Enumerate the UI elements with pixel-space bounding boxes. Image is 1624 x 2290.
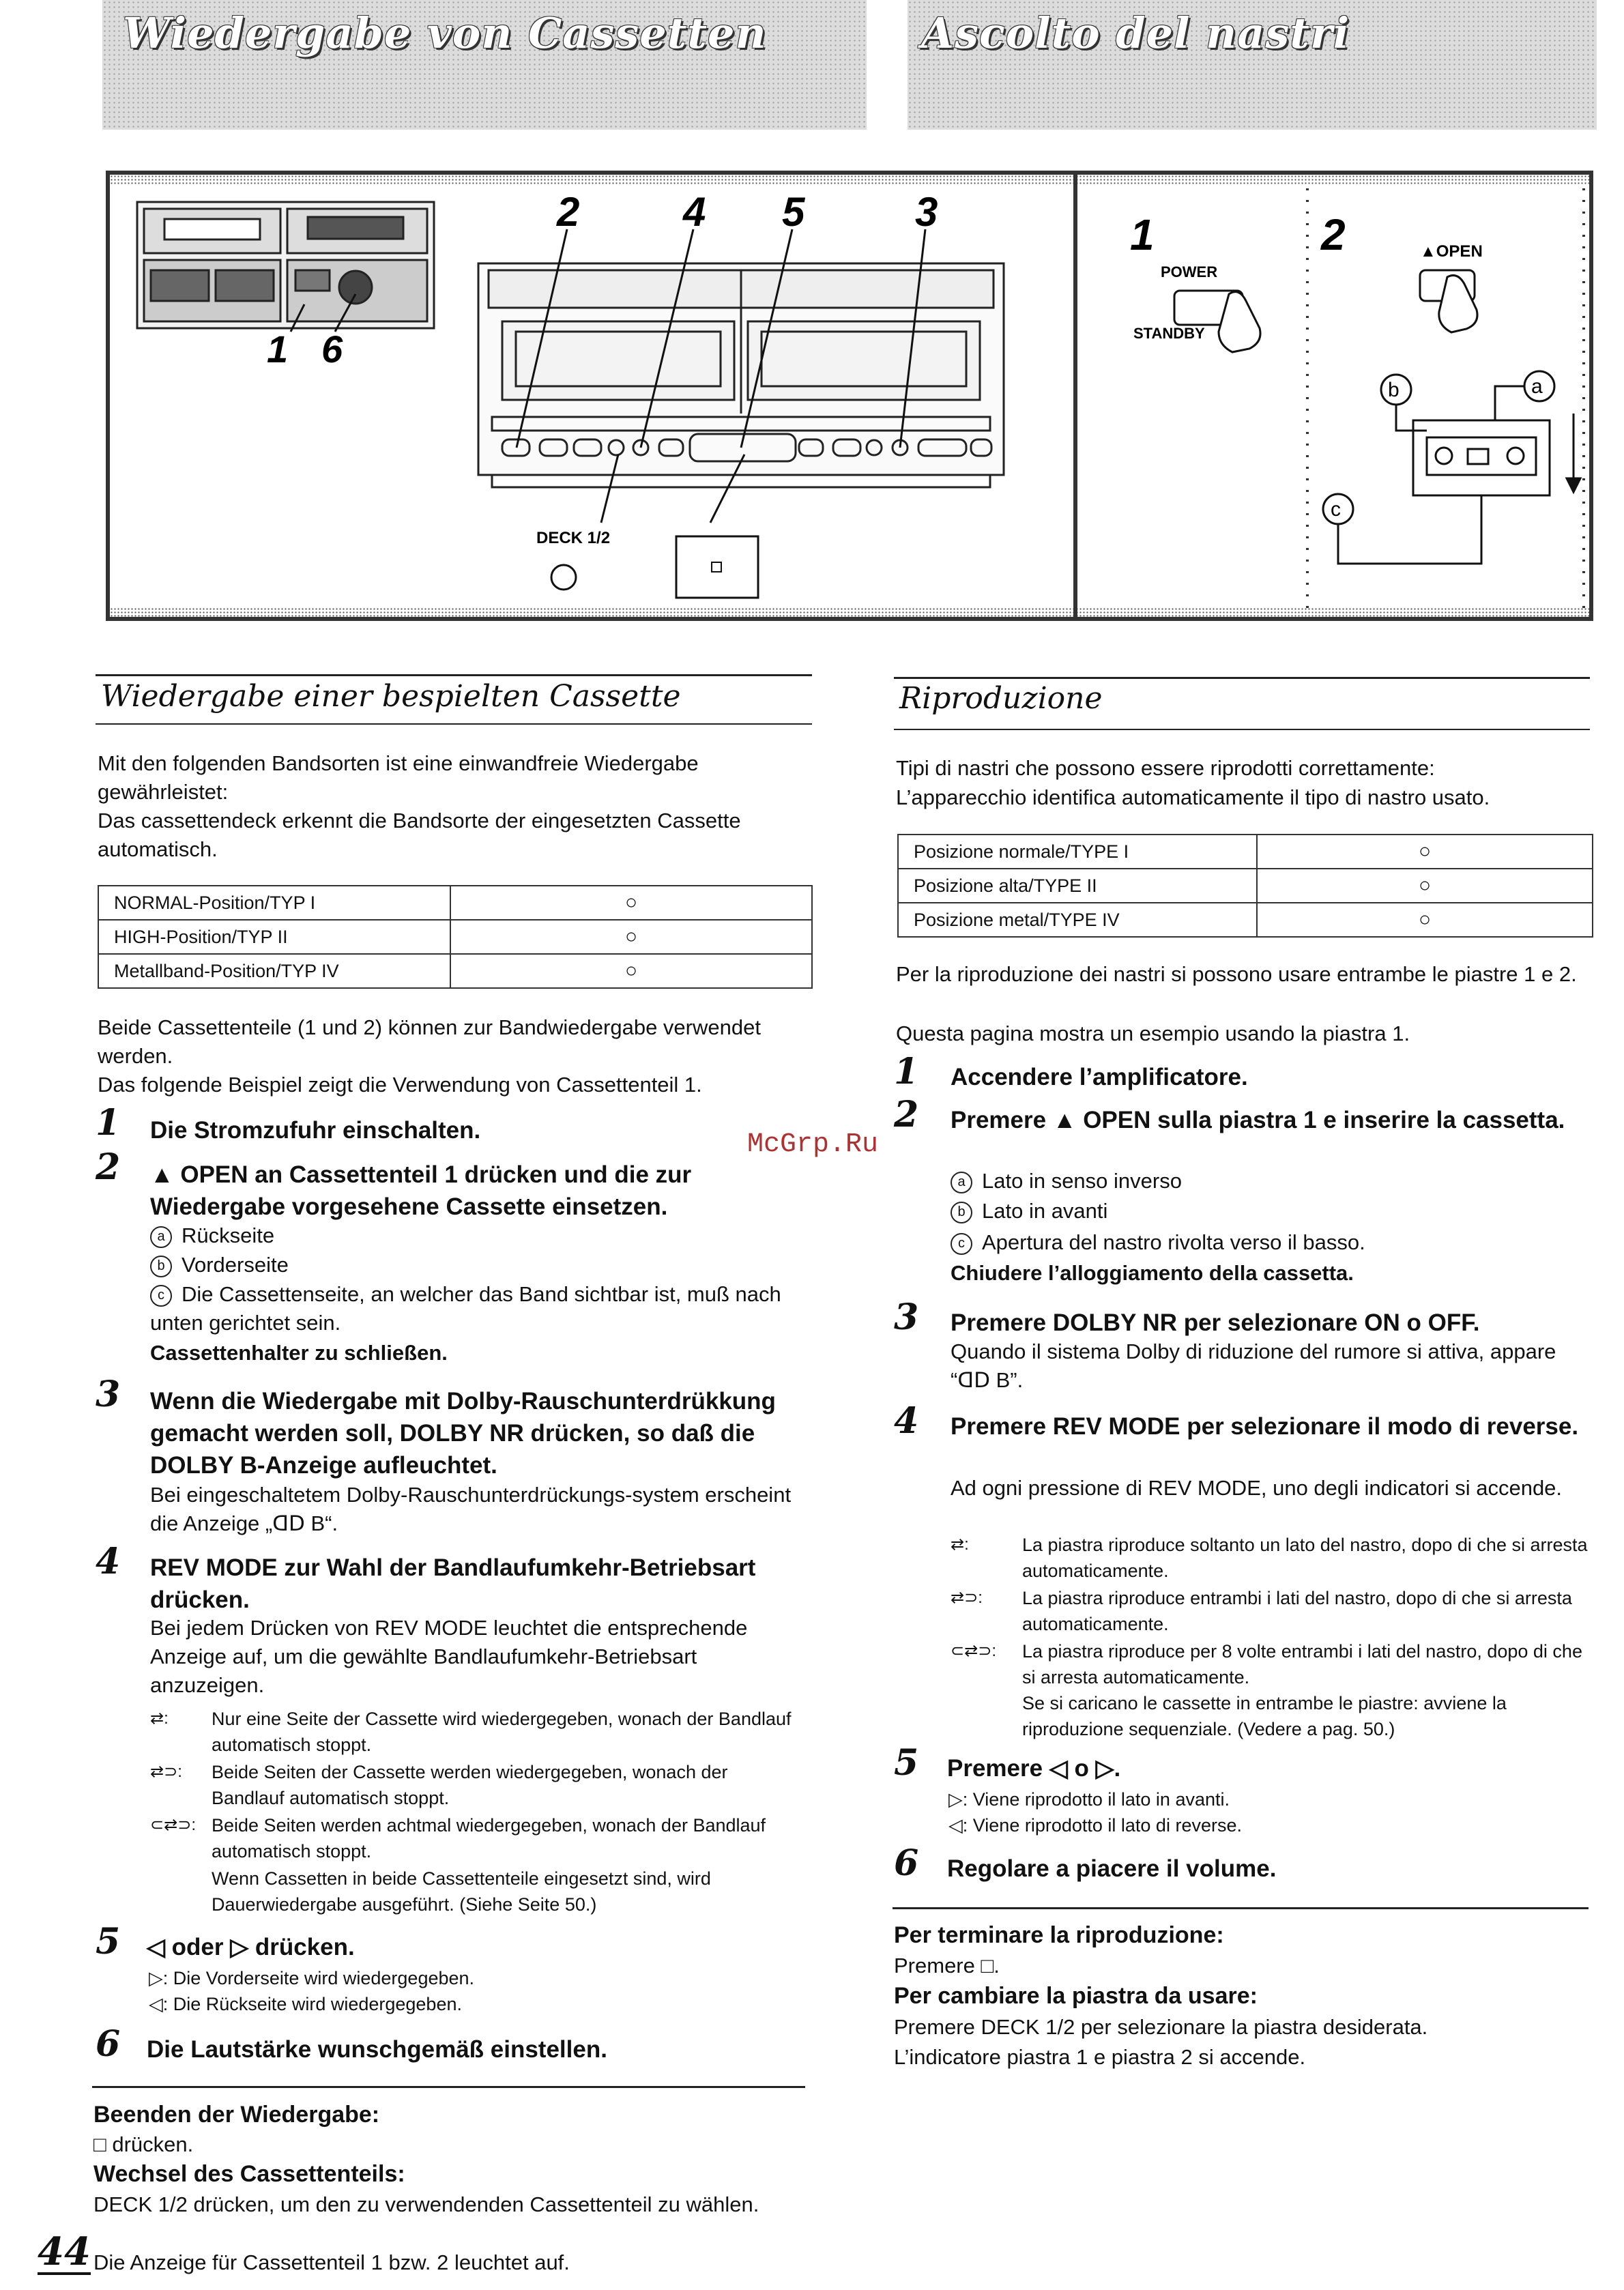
callout-2: 2	[557, 189, 580, 235]
callout-4: 4	[683, 189, 706, 235]
right-step-4-title: Premere REV MODE per selezionare il modo di reverse.	[951, 1413, 1579, 1440]
cassette-deck-illustration	[478, 263, 1004, 487]
callout-3: 3	[915, 189, 938, 235]
left-rev-note: Wenn Cassetten in beide Cassettenteile eingesetzt sind, wird Dauerwiedergabe ausgeführt. (Siehe Seite 50.)	[212, 1868, 711, 1915]
left-section-title: Wiedergabe einer bespielten Cassette	[101, 679, 681, 714]
left-step-2-close: Cassettenhalter zu schließen.	[150, 1341, 448, 1365]
right-step-5-title: Premere ◁ o ▷.	[947, 1755, 1121, 1782]
left-intro-2: Das cassettendeck erkennt die Bandsorte der eingesetzten Cassette automatisch.	[98, 809, 741, 861]
left-para-2: Das folgende Beispiel zeigt die Verwendung von Cassettenteil 1.	[98, 1073, 702, 1097]
svg-text:c: c	[1331, 498, 1341, 521]
callout-5: 5	[782, 189, 805, 235]
operation-figure	[106, 171, 1593, 621]
left-step-3-body: Bei eingeschaltetem Dolby-Rauschunterdrückungs-system erscheint die Anzeige „ᗡᗞ B“.	[150, 1483, 792, 1535]
right-step-3-num: 3	[894, 1296, 919, 1338]
left-step-4-title: REV MODE zur Wahl der Bandlaufumkehr-Betriebsart drücken.	[150, 1554, 756, 1613]
left-switch-body-1: DECK 1/2 drücken, um den zu verwendenden Cassettenteil zu wählen.	[93, 2192, 759, 2216]
left-step-2-num: 2	[96, 1146, 121, 1188]
right-step-2-close: Chiudere l’alloggiamento della cassetta.	[951, 1261, 1354, 1285]
right-step-2-num: 2	[894, 1094, 919, 1135]
power-label: POWER	[1161, 263, 1218, 280]
table-row: Posizione metal/TYPE IV ○	[898, 903, 1593, 937]
panel-2-number: 2	[1321, 210, 1346, 259]
left-step-3-num: 3	[96, 1374, 121, 1415]
left-step-2-title: ▲ OPEN an Cassettenteil 1 drücken und die zur Wiedergabe vorgesehene Cassette einsetzen.	[150, 1161, 692, 1220]
header-banner-right	[908, 0, 1597, 130]
right-step-5-num: 5	[894, 1742, 919, 1784]
right-para-2: Questa pagina mostra un esempio usando la piastra 1.	[896, 1021, 1410, 1045]
table-row: Metallband-Position/TYP IV ○	[98, 954, 812, 988]
right-step-2-item-c: c Apertura del nastro rivolta verso il basso.	[951, 1228, 1365, 1257]
left-tape-table	[98, 885, 813, 989]
left-step-2-item-b: b Vorderseite	[150, 1251, 289, 1279]
table-row: HIGH-Position/TYP II ○	[98, 920, 812, 954]
standby-label: STANDBY	[1133, 325, 1205, 342]
right-intro-1: Tipi di nastri che possono essere riprodotti correttamente:	[896, 756, 1435, 780]
left-step-1-title: Die Stromzufuhr einschalten.	[150, 1117, 481, 1144]
deck-label: DECK 1/2	[536, 529, 611, 547]
right-end-body: Premere □.	[894, 1954, 1000, 1977]
left-end-title: Beenden der Wiedergabe:	[93, 2102, 380, 2128]
right-rev-note: Se si caricano le cassette in entrambe le piastre: avviene la riproduzione sequenziale. (Vedere a pag. 50.)	[1022, 1693, 1507, 1739]
right-step-2-item-a: a Lato in senso inverso	[951, 1167, 1182, 1195]
right-step-4-body: Ad ogni pressione di REV MODE, uno degli indicatori si accende.	[951, 1476, 1563, 1500]
svg-text:b: b	[1388, 379, 1400, 401]
left-intro-1: Mit den folgenden Bandsorten ist eine einwandfreie Wiedergabe gewährleistet:	[98, 751, 699, 804]
left-step-5-item-1: ▷: Die Vorderseite wird wiedergegeben.	[149, 1968, 475, 1988]
right-switch-title: Per cambiare la piastra da usare:	[894, 1983, 1258, 2009]
left-step-5-title: ◁ oder ▷ drücken.	[147, 1934, 355, 1960]
table-row: NORMAL-Position/TYP I ○	[98, 886, 812, 920]
left-step-2-item-a: a Rückseite	[150, 1221, 274, 1250]
right-step-1-num: 1	[894, 1051, 919, 1092]
deck-button-icon	[551, 565, 576, 590]
left-step-4-num: 4	[96, 1541, 121, 1582]
page-title-left: Wiedergabe von Cassetten	[123, 8, 767, 58]
page-title-right: Ascolto del nastri	[921, 8, 1350, 58]
stop-button-box	[676, 536, 758, 598]
right-step-3-body: Quando il sistema Dolby di riduzione del rumore si attiva, appare “ᗡᗞ B”.	[951, 1339, 1556, 1392]
right-step-2-title: Premere ▲ OPEN sulla piastra 1 e inserire la cassetta.	[951, 1107, 1565, 1133]
right-rev-mode-3: ⊂⇄⊃: La piastra riproduce per 8 volte entrambi i lati del nastro, dopo di che si arresta automaticamente.	[951, 1641, 1582, 1687]
right-switch-body-2: L’indicatore piastra 1 e piastra 2 si accende.	[894, 2045, 1306, 2069]
right-step-6-title: Regolare a piacere il volume.	[947, 1855, 1277, 1882]
left-switch-body-2: Die Anzeige für Cassettenteil 1 bzw. 2 leuchtet auf.	[93, 2250, 570, 2274]
left-step-5-num: 5	[96, 1921, 121, 1962]
right-step-5-item-2: ◁: Viene riprodotto il lato di reverse.	[948, 1815, 1242, 1836]
left-step-5-item-2: ◁: Die Rückseite wird wiedergegeben.	[149, 1994, 462, 2014]
left-step-3-title: Wenn die Wiedergabe mit Dolby-Rauschunterdrükkung gemacht werden soll, DOLBY NR drücken, so daß die DOLBY B-Anzeige aufleuchtet.	[150, 1388, 776, 1479]
table-row: Posizione normale/TYPE I ○	[898, 835, 1593, 869]
right-step-6-num: 6	[894, 1842, 919, 1884]
left-step-2-item-c: c Die Cassettenseite, an welcher das Band sichtbar ist, muß nach unten gerichtet sein.	[150, 1282, 781, 1335]
left-step-1-num: 1	[96, 1102, 121, 1144]
right-para-1: Per la riproduzione dei nastri si possono usare entrambe le piastre 1 e 2.	[896, 962, 1577, 986]
left-rev-mode-2: ⇄⊃: Beide Seiten der Cassette werden wiedergegeben, wonach der Bandlauf automatisch stoppt.	[150, 1762, 728, 1808]
left-end-body: □ drücken.	[93, 2132, 194, 2156]
right-switch-body-1: Premere DECK 1/2 per selezionare la piastra desiderata.	[894, 2015, 1428, 2039]
left-switch-title: Wechsel des Cassettenteils:	[93, 2161, 405, 2187]
left-step-6-title: Die Lautstärke wunschgemäß einstellen.	[147, 2036, 607, 2063]
table-row: Posizione alta/TYPE II ○	[898, 869, 1593, 903]
left-step-6-num: 6	[96, 2023, 121, 2065]
watermark: McGrp.Ru	[747, 1129, 879, 1160]
left-step-4-body: Bei jedem Drücken von REV MODE leuchtet die entsprechende Anzeige auf, um die gewählte Bandlaufumkehr-Betriebsart anzuzeigen.	[150, 1616, 748, 1697]
open-label: ▲OPEN	[1420, 242, 1483, 261]
right-step-1-title: Accendere l’amplificatore.	[951, 1064, 1248, 1090]
right-section-title: Riproduzione	[899, 681, 1103, 716]
header-banner-left	[102, 0, 867, 130]
right-tape-table	[897, 834, 1593, 938]
panel-1-number: 1	[1130, 210, 1155, 259]
system-thumbnail	[137, 202, 434, 328]
right-step-3-title: Premere DOLBY NR per selezionare ON o OFF.	[951, 1309, 1480, 1336]
callout-1-small: 1	[267, 328, 289, 371]
right-step-4-num: 4	[894, 1400, 919, 1442]
cassette-insert-icon	[1413, 414, 1580, 495]
right-rev-mode-2: ⇄⊃: La piastra riproduce entrambi i lati del nastro, dopo di che si arresta automaticamente.	[951, 1588, 1572, 1634]
left-para-1: Beide Cassettenteile (1 und 2) können zur Bandwiedergabe verwendet werden.	[98, 1015, 761, 1068]
right-step-5-item-1: ▷: Viene riprodotto il lato in avanti.	[948, 1789, 1230, 1810]
left-rev-mode-1: ⇄: Nur eine Seite der Cassette wird wiedergegeben, wonach der Bandlauf automatisch stoppt.	[150, 1709, 792, 1755]
right-rev-mode-1: ⇄: La piastra riproduce soltanto un lato del nastro, dopo di che si arresta automaticamente.	[951, 1535, 1588, 1581]
page-number: 44	[38, 2229, 91, 2274]
left-rev-mode-3: ⊂⇄⊃: Beide Seiten werden achtmal wiedergegeben, wonach der Bandlauf automatisch stoppt.	[150, 1815, 766, 1861]
right-step-2-item-b: b Lato in avanti	[951, 1197, 1107, 1226]
svg-text:a: a	[1531, 375, 1543, 398]
callout-6-small: 6	[321, 328, 343, 371]
right-intro-2: L’apparecchio identifica automaticamente il tipo di nastro usato.	[896, 785, 1490, 809]
right-end-title: Per terminare la riproduzione:	[894, 1922, 1224, 1948]
